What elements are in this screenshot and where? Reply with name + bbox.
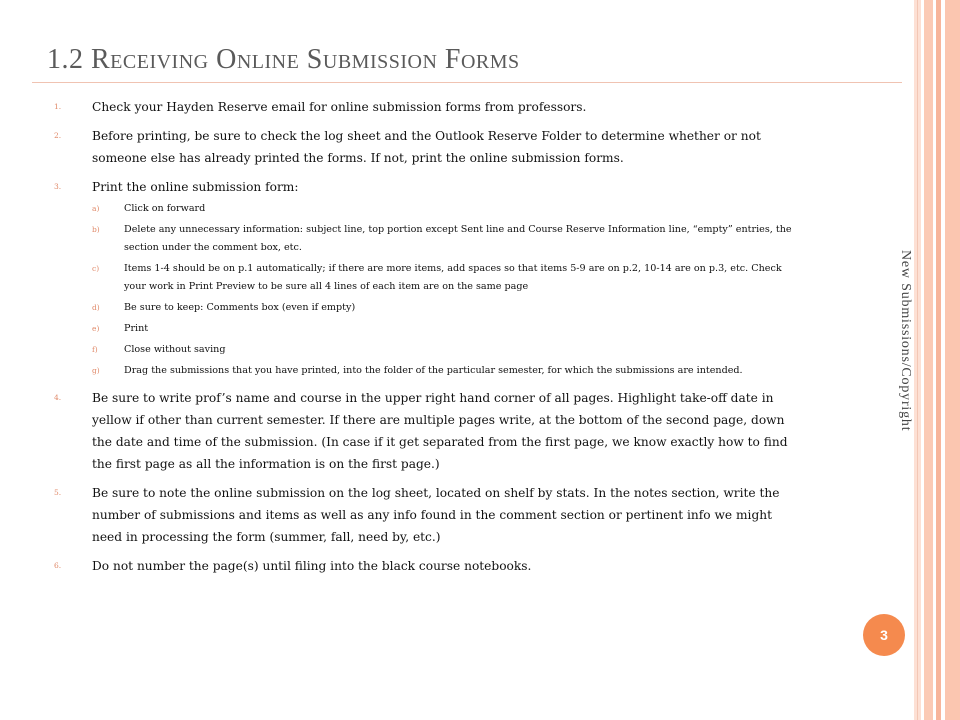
sub-list-item	[92, 320, 794, 338]
item-number: 4.	[54, 393, 62, 402]
sub-item-letter: a)	[92, 204, 100, 213]
item-text: Before printing, be sure to check the log sheet and the Outlook Reserve Folder to determine whether or not someone else has already printed the forms. If not, print the online submission forms.	[92, 129, 761, 165]
section-sidebar-label: New Submissions/Copyright	[898, 250, 913, 432]
sub-item-letter: g)	[92, 366, 100, 375]
sub-item-text: Print	[124, 323, 149, 334]
stripe	[945, 0, 960, 720]
sub-item-text: Delete any unnecessary information: subject line, top portion except Sent line and Course Reserve Information line, “empty” entries, the section under the comment box, etc.	[124, 224, 792, 253]
sub-list-item	[92, 362, 794, 380]
sub-item-letter: f)	[92, 345, 98, 354]
item-number: 3.	[54, 182, 62, 191]
list-item	[54, 482, 794, 548]
item-text: Be sure to write prof’s name and course in the upper right hand corner of all pages. Highlight take-off date in yellow if other than current semester. If there are multiple pages write, at the bottom of the second page, down the date and time of the submission. (In case if it get separated from the first page, we know exactly how to find the first page as all the information is on the first page.)	[92, 391, 788, 471]
item-text: Print the online submission form:	[92, 180, 299, 194]
sub-list-item	[92, 221, 794, 257]
instruction-list	[54, 96, 794, 584]
sub-item-text: Drag the submissions that you have printed, into the folder of the particular semester, for which the submissions are intended.	[124, 365, 743, 376]
sub-item-text: Items 1-4 should be on p.1 automatically; if there are more items, add spaces so that items 5-9 are on p.2, 10-14 are on p.3, etc. Check your work in Print Preview to be sure all 4 lines of each item are on the same page	[124, 263, 782, 292]
sub-item-text: Be sure to keep: Comments box (even if empty)	[124, 302, 356, 313]
item-text: Be sure to note the online submission on the log sheet, located on shelf by stats. In the notes section, write the number of submissions and items as well as any info found in the comment section or pertinent info we might need in processing the form (summer, fall, need by, etc.)	[92, 486, 780, 544]
sub-item-letter: e)	[92, 324, 100, 333]
item-number: 6.	[54, 561, 62, 570]
slide-title	[47, 44, 520, 76]
list-item	[54, 555, 794, 577]
sub-list-item	[92, 200, 794, 218]
item-text: Check your Hayden Reserve email for online submission forms from professors.	[92, 100, 587, 114]
page-number: 3	[880, 627, 888, 643]
item-number: 1.	[54, 102, 62, 111]
sub-item-text: Close without saving	[124, 344, 226, 355]
sub-list-item	[92, 260, 794, 296]
title-number: 1.2	[47, 44, 84, 75]
list-item	[54, 96, 794, 118]
item-number: 2.	[54, 131, 62, 140]
sub-item-text: Click on forward	[124, 203, 206, 214]
decorative-stripes	[914, 0, 960, 720]
item-text: Do not number the page(s) until filing into the black course notebooks.	[92, 559, 532, 573]
sub-item-letter: b)	[92, 225, 100, 234]
page-number-badge	[863, 614, 905, 656]
sub-list-item	[92, 341, 794, 359]
sub-list-item	[92, 299, 794, 317]
stripe	[936, 0, 941, 720]
sub-item-letter: c)	[92, 264, 100, 273]
sub-list	[92, 200, 794, 380]
list-item	[54, 387, 794, 475]
sub-item-letter: d)	[92, 303, 100, 312]
divider-line	[917, 0, 918, 720]
stripe	[924, 0, 933, 720]
title-underline	[32, 82, 902, 83]
list-item	[54, 125, 794, 169]
title-text: Receiving Online Submission Forms	[91, 44, 520, 75]
item-number: 5.	[54, 488, 62, 497]
list-item	[54, 176, 794, 380]
